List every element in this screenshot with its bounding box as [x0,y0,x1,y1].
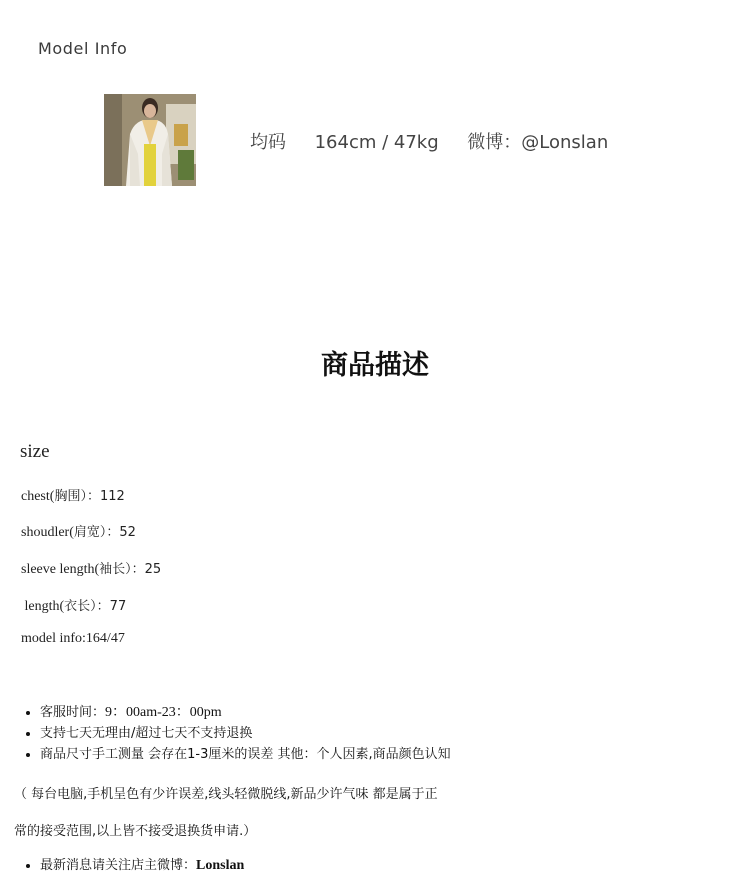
weibo-link[interactable]: Lonslan [196,858,245,873]
spec-chest [21,485,125,505]
spec-shoulder [21,521,136,541]
size-title: size [20,441,50,462]
description-heading: 商品描述 [321,350,429,381]
measurements: 164cm / 47kg [314,132,439,153]
note-line-2: 常的接受范围,以上皆不接受退换货申请.） [14,824,257,839]
spec-value: ）：52 [99,525,136,540]
spec-label: length( [21,599,65,614]
contact-text: 最新消息请关注店主微博： [40,858,197,873]
model-stats [250,128,608,154]
list-item [40,702,451,723]
policy-text: 商品尺寸手工测量 会存在1-3厘米的误差 其他：个人因素,商品颜色认知 [40,747,451,762]
policy-hours: 9：00am-23：00pm [105,705,222,720]
list-item [40,744,451,765]
spec-length [21,595,126,615]
spec-label: model info:164/47 [21,631,125,646]
spec-value: ）：112 [80,489,125,504]
list-item [40,855,244,876]
spec-cjk: 衣长 [64,599,91,614]
spec-value: ）：77 [90,599,127,614]
model-photo [104,94,196,186]
model-photo-image [104,94,196,186]
spec-cjk: 胸围 [54,489,81,504]
policy-list [0,702,451,765]
size-label: 均码 [250,132,286,153]
list-item [40,723,451,744]
contact-list [0,855,244,876]
spec-sleeve [21,558,161,578]
weibo-label: 微博： [467,132,522,153]
spec-value: ）：25 [125,562,162,577]
weibo-handle[interactable]: @Lonslan [521,132,609,153]
model-info-title: Model Info [38,39,128,58]
spec-model-info [21,631,125,647]
spec-cjk: 袖长 [99,562,126,577]
spec-cjk: 肩宽 [73,525,100,540]
spec-label: shoudler( [21,525,74,540]
policy-text: 客服时间： [40,705,106,720]
policy-text: 支持七天无理由/超过七天不支持退换 [40,726,253,741]
note-line-1: （ 每台电脑,手机呈色有少许误差,线头轻微脱线,新品少许气味 都是属于正 [14,787,438,802]
spec-label: sleeve length( [21,562,100,577]
spec-label: chest( [21,489,55,504]
